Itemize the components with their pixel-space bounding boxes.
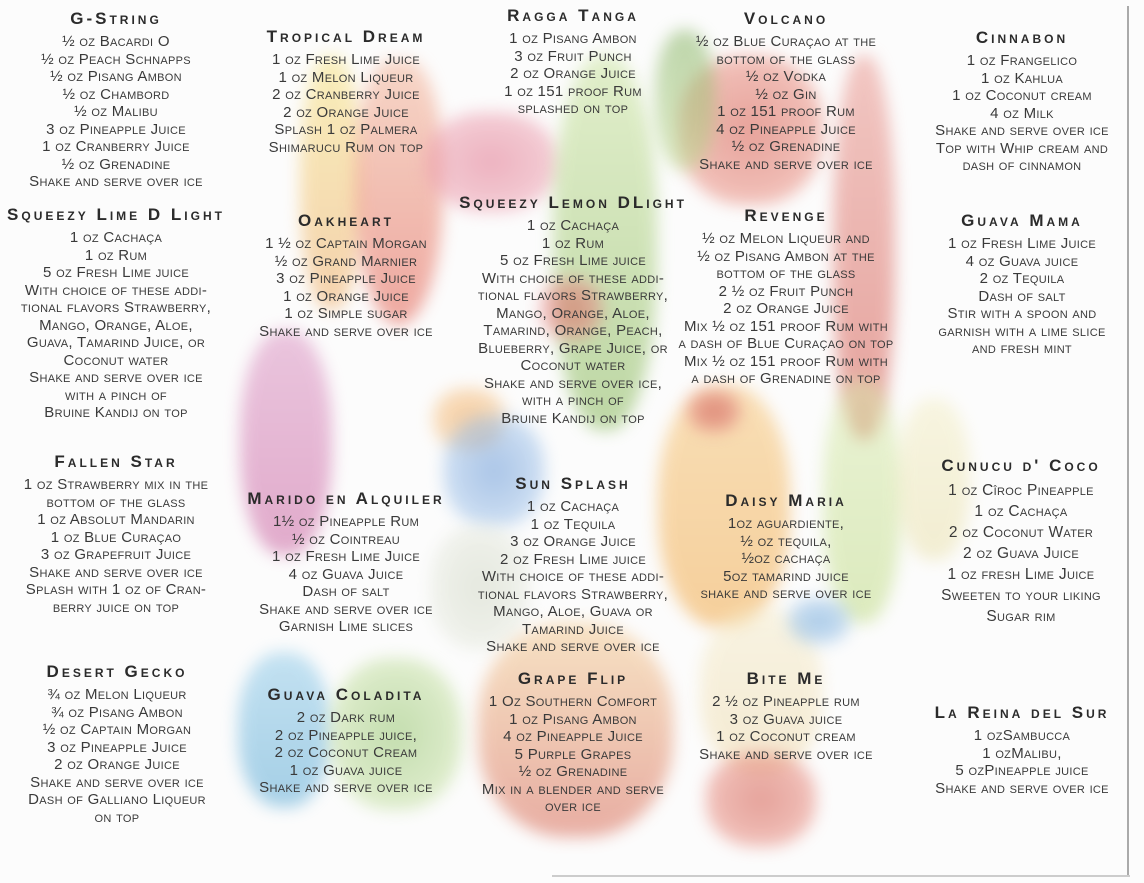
recipe-line: 1 ½ oz Captain Morgan bbox=[265, 235, 427, 252]
recipe-title: Grape Flip bbox=[517, 669, 629, 688]
recipe-line: ¾ oz Pisang Ambon bbox=[51, 703, 183, 721]
recipe-line: 1oz aguardiente, bbox=[727, 515, 845, 532]
recipe-line: ½ oz Vodka bbox=[745, 68, 827, 85]
recipe-line: 2 oz Dark rum bbox=[296, 709, 396, 726]
recipe-line: 3 oz Guava juice bbox=[729, 710, 843, 728]
recipe-line: 1 oz Cîroc Pineapple bbox=[948, 482, 1094, 499]
recipe-ingredients bbox=[2, 686, 232, 826]
recipe-line: ½oz cachaça bbox=[741, 550, 831, 567]
recipe-line: Shake and serve over ice, bbox=[483, 374, 663, 392]
recipe-line: 5 oz Fresh Lime juice bbox=[43, 264, 189, 281]
recipe-title: Daisy Maria bbox=[725, 491, 847, 510]
recipe-title: Desert Gecko bbox=[46, 662, 188, 681]
recipe-line: 1 ozSambucca bbox=[973, 727, 1071, 744]
recipe-ingredients bbox=[458, 30, 688, 118]
recipe-title: Cunucu d' Coco bbox=[941, 456, 1101, 475]
recipe-line: 4 oz Guava juice bbox=[965, 252, 1079, 270]
recipe-line: 2 ½ oz Pineapple rum bbox=[712, 693, 860, 710]
recipe-line: Mix in a blender and serve bbox=[481, 780, 665, 798]
recipe-line: Shake and serve over ice bbox=[29, 369, 203, 386]
recipe-cinnabon bbox=[902, 27, 1142, 175]
recipe-line: 1 oz Cachaça bbox=[69, 229, 163, 246]
recipe-line: With choice of these addi- bbox=[24, 281, 208, 299]
recipe-line: ½ oz Grenadine bbox=[61, 155, 171, 173]
recipe-line: 1 Oz Southern Comfort bbox=[488, 693, 658, 710]
recipe-line: Splash 1 oz Palmera bbox=[274, 121, 418, 138]
recipe-line: ½ oz Peach Schnapps bbox=[41, 50, 191, 68]
recipe-line: 1 oz Cranberry Juice bbox=[42, 138, 190, 155]
recipe-ingredients bbox=[456, 217, 690, 427]
recipe-line: 1 oz Pisang Ambon bbox=[509, 710, 637, 728]
recipe-ingredients bbox=[232, 235, 460, 340]
recipe-ragga-tanga bbox=[458, 5, 688, 118]
recipe-line: 1 oz Kahlua bbox=[981, 69, 1063, 87]
recipe-line: 3 oz Orange Juice bbox=[510, 533, 636, 550]
recipe-line: 1 oz Rum bbox=[84, 246, 148, 264]
recipe-line: Coconut water bbox=[520, 357, 626, 374]
recipe-line: 1 oz 151 proof Rum bbox=[717, 103, 855, 120]
recipe-ingredients bbox=[456, 498, 690, 656]
recipe-guava-mama bbox=[902, 210, 1142, 358]
recipe-ingredients bbox=[232, 709, 460, 797]
recipe-cunucu-d-coco bbox=[900, 455, 1142, 627]
recipe-title: Ragga Tanga bbox=[507, 6, 639, 25]
recipe-ingredients bbox=[0, 229, 232, 422]
recipe-title: Tropical Dream bbox=[266, 27, 426, 46]
recipe-line: a dash of Grenadine on top bbox=[691, 370, 881, 387]
recipe-line: shake and serve over ice bbox=[700, 585, 872, 602]
recipe-line: 1 oz Melon Liqueur bbox=[278, 68, 414, 86]
recipe-line: 2 oz Coconut Water bbox=[948, 524, 1094, 541]
recipe-line: tional flavors Strawberry, bbox=[477, 287, 669, 304]
pina-colada-red-base-illustration bbox=[706, 752, 816, 847]
recipe-ingredients bbox=[232, 51, 460, 156]
recipe-line: Shake and serve over ice bbox=[486, 638, 660, 655]
recipe-line: 2 ½ oz Fruit Punch bbox=[718, 282, 854, 300]
recipe-line: Dash of salt bbox=[978, 287, 1066, 305]
recipe-line: Guava, Tamarind Juice, or bbox=[26, 334, 206, 351]
recipe-line: Shake and serve over ice bbox=[935, 122, 1109, 139]
recipe-line: Tamarind, Orange, Peach, bbox=[483, 322, 663, 339]
recipe-grape-flip bbox=[456, 668, 690, 816]
recipe-volcano bbox=[672, 8, 900, 173]
recipe-la-reina-del-sur bbox=[902, 702, 1142, 797]
recipe-line: 3 oz Pineapple Juice bbox=[276, 270, 416, 287]
recipe-bite-me bbox=[672, 668, 900, 763]
recipe-line: bottom of the glass bbox=[716, 50, 856, 68]
recipe-line: ½ oz Grenadine bbox=[518, 763, 628, 780]
recipe-title: La Reina del Sur bbox=[934, 703, 1110, 722]
recipe-line: 5oz tamarind juice bbox=[723, 567, 849, 585]
recipe-line: 1 oz Blue Curaçao bbox=[50, 528, 182, 546]
recipe-line: ½ oz tequila, bbox=[740, 532, 832, 550]
recipe-line: 1 oz fresh Lime Juice bbox=[947, 566, 1095, 583]
recipe-line: ½ oz Grenadine bbox=[731, 138, 841, 155]
recipe-line: 1 oz Pisang Ambon bbox=[509, 30, 637, 47]
recipe-ingredients bbox=[670, 230, 902, 388]
recipe-line: 2 oz Fresh Lime juice bbox=[500, 550, 646, 568]
recipe-line: Shake and serve over ice bbox=[935, 779, 1109, 797]
recipe-ingredients bbox=[902, 235, 1142, 358]
recipe-line: Shake and serve over ice bbox=[699, 745, 873, 763]
recipe-marido-en-alquiler bbox=[230, 488, 462, 636]
recipe-line: 4 oz Milk bbox=[990, 104, 1054, 122]
recipe-revenge bbox=[670, 205, 902, 388]
recipe-line: Splash with 1 oz of Cran- bbox=[25, 581, 207, 598]
recipe-line: 2 oz Guava Juice bbox=[962, 545, 1080, 562]
recipe-title: Guava Coladita bbox=[267, 685, 425, 704]
recipe-line: 1½ oz Pineapple Rum bbox=[272, 513, 420, 530]
recipe-line: Stir with a spoon and bbox=[947, 305, 1097, 322]
recipe-line: Shake and serve over ice bbox=[699, 155, 873, 173]
recipe-line: Blueberry, Grape Juice, or bbox=[478, 339, 668, 357]
recipe-line: 2 oz Orange Juice bbox=[723, 300, 849, 317]
recipe-title: Revenge bbox=[744, 206, 828, 225]
recipe-line: 1 oz Frangelico bbox=[966, 52, 1078, 69]
recipe-line: 1 oz Tequila bbox=[530, 515, 616, 533]
recipe-title: Marido en Alquiler bbox=[247, 489, 445, 508]
recipe-line: 2 oz Coconut Cream bbox=[274, 744, 418, 761]
recipe-line: Shake and serve over ice bbox=[259, 600, 433, 618]
recipe-line: garnish with a lime slice bbox=[938, 322, 1106, 340]
recipe-line: 2 oz Cranberry Juice bbox=[272, 86, 420, 103]
recipe-line: 1 oz Cachaça bbox=[526, 217, 620, 234]
recipe-ingredients bbox=[902, 727, 1142, 797]
recipe-line: ½ oz Malibu bbox=[74, 103, 158, 120]
recipe-line: ½ oz Captain Morgan bbox=[42, 721, 192, 738]
recipe-line: 1 oz Rum bbox=[541, 234, 605, 252]
recipe-line: 3 oz Fruit Punch bbox=[514, 47, 632, 65]
recipe-line: Sugar rim bbox=[986, 608, 1056, 625]
recipe-line: 1 oz Absolut Mandarin bbox=[37, 511, 195, 528]
recipe-line: Top with Whip cream and bbox=[935, 139, 1109, 157]
recipe-g-string bbox=[0, 8, 232, 191]
recipe-line: 2 oz Orange Juice bbox=[510, 65, 636, 82]
recipe-line: dash of cinnamon bbox=[962, 157, 1082, 174]
recipe-line: ¾ oz Melon Liqueur bbox=[47, 686, 187, 703]
recipe-line: a dash of Blue Curaçao on top bbox=[678, 335, 894, 352]
recipe-line: 2 oz Pineapple juice, bbox=[274, 726, 418, 744]
recipe-ingredients bbox=[672, 515, 900, 603]
recipe-line: bottom of the glass bbox=[46, 493, 186, 511]
recipe-guava-coladita bbox=[232, 684, 460, 797]
recipe-line: Mix ½ oz 151 proof Rum with bbox=[684, 352, 888, 370]
recipe-line: 4 oz Pineapple Juice bbox=[716, 120, 856, 138]
recipe-line: ½ oz Gin bbox=[755, 85, 817, 103]
recipe-title: Guava Mama bbox=[961, 211, 1083, 230]
recipe-line: 1 oz Coconut cream bbox=[716, 728, 856, 745]
recipe-ingredients bbox=[902, 52, 1142, 175]
recipe-ingredients bbox=[0, 33, 232, 191]
recipe-ingredients bbox=[456, 693, 690, 816]
recipe-line: 1 oz Coconut cream bbox=[952, 87, 1092, 104]
recipe-line: Shake and serve over ice bbox=[259, 322, 433, 340]
recipe-line: Tamarind Juice bbox=[521, 620, 625, 638]
recipe-line: tional flavors Strawberry, bbox=[20, 299, 212, 316]
recipe-line: 3 oz Grapefruit Juice bbox=[40, 546, 192, 563]
recipe-line: over ice bbox=[544, 798, 602, 815]
recipe-line: Garnish Lime slices bbox=[278, 618, 414, 635]
recipe-line: 1 oz 151 proof Rum bbox=[504, 82, 642, 100]
recipe-line: Mango, Orange, Aloe, bbox=[496, 304, 650, 322]
recipe-title: Cinnabon bbox=[975, 28, 1069, 47]
recipe-line: 2 oz Tequila bbox=[979, 270, 1065, 287]
recipe-ingredients bbox=[672, 33, 900, 173]
recipe-ingredients bbox=[230, 513, 462, 636]
recipe-line: berry juice on top bbox=[52, 598, 180, 616]
recipe-line: Shimarucu Rum on top bbox=[268, 138, 424, 156]
recipe-title: G-String bbox=[70, 9, 162, 28]
recipe-line: and fresh mint bbox=[972, 340, 1072, 357]
recipe-sun-splash bbox=[456, 473, 690, 656]
recipe-title: Fallen Star bbox=[54, 452, 178, 471]
recipe-line: 3 oz Pineapple Juice bbox=[46, 120, 186, 138]
page-bottom-edge-line bbox=[552, 875, 1130, 877]
recipe-line: with a pinch of bbox=[65, 386, 167, 404]
recipe-line: With choice of these addi- bbox=[481, 269, 665, 287]
recipe-title: Sun Splash bbox=[515, 474, 631, 493]
recipe-title: Bite Me bbox=[746, 669, 826, 688]
recipe-line: Dash of Galliano Liqueur bbox=[28, 791, 206, 808]
recipe-line: 1 oz Cachaça bbox=[974, 503, 1068, 520]
recipe-line: 4 oz Pineapple Juice bbox=[503, 728, 643, 745]
recipe-line: tional flavors Strawberry, bbox=[477, 585, 669, 603]
recipe-line: ½ oz Cointreau bbox=[292, 530, 400, 548]
recipe-line: Mango, Aloe, Guava or bbox=[493, 603, 653, 620]
recipe-line: ½ oz Pisang Ambon at the bbox=[697, 247, 875, 265]
recipe-line: 1 oz Orange Juice bbox=[283, 287, 409, 305]
recipe-line: With choice of these addi- bbox=[481, 568, 665, 585]
recipe-line: ½ oz Melon Liqueur and bbox=[702, 230, 870, 247]
recipe-line: splashed on top bbox=[517, 100, 629, 117]
recipe-line: Mix ½ oz 151 proof Rum with bbox=[684, 317, 888, 335]
recipe-line: Shake and serve over ice bbox=[30, 773, 204, 791]
recipe-line: 5 Purple Grapes bbox=[514, 745, 632, 763]
recipe-line: Mango, Orange, Aloe, bbox=[39, 316, 193, 334]
recipe-fallen-star bbox=[0, 451, 232, 616]
recipe-ingredients bbox=[900, 480, 1142, 627]
recipe-line: 1 oz Fresh Lime Juice bbox=[272, 548, 420, 565]
recipe-line: with a pinch of bbox=[522, 392, 624, 409]
cherries-illustration bbox=[688, 390, 740, 432]
recipe-line: 1 ozMalibu, bbox=[982, 744, 1062, 762]
recipe-line: Sweeten to your liking bbox=[941, 587, 1101, 604]
recipe-title: Squeezy Lemon DLight bbox=[459, 193, 687, 212]
recipe-line: 1 oz Simple sugar bbox=[284, 305, 408, 322]
recipe-line: 1 oz Fresh Lime Juice bbox=[272, 51, 420, 68]
recipe-line: 1 oz Guava juice bbox=[289, 761, 403, 779]
recipe-line: Shake and serve over ice bbox=[29, 563, 203, 581]
recipe-line: Shake and serve over ice bbox=[259, 779, 433, 796]
recipe-line: 4 oz Guava Juice bbox=[288, 565, 404, 583]
recipe-desert-gecko bbox=[2, 661, 232, 826]
recipe-line: bottom of the glass bbox=[716, 265, 856, 282]
recipe-title: Oakheart bbox=[298, 211, 394, 230]
recipe-squeezy-lime-d-light bbox=[0, 204, 232, 422]
recipe-line: 5 ozPineapple juice bbox=[955, 762, 1089, 779]
recipe-line: 1 oz Strawberry mix in the bbox=[23, 476, 209, 493]
recipe-title: Volcano bbox=[743, 9, 829, 28]
recipe-line: 1 oz Fresh Lime Juice bbox=[948, 235, 1096, 252]
recipe-line: ½ oz Bacardi O bbox=[62, 33, 170, 50]
recipe-line: on top bbox=[94, 808, 140, 826]
recipe-line: Bruine Kandij on top bbox=[501, 409, 645, 427]
cocktail-umbrella-illustration bbox=[788, 598, 850, 644]
recipe-oakheart bbox=[232, 210, 460, 340]
recipe-ingredients bbox=[0, 476, 232, 616]
recipe-line: Dash of salt bbox=[302, 583, 390, 600]
recipe-line: 2 oz Orange Juice bbox=[283, 103, 409, 121]
recipe-line: ½ oz Blue Curaçao at the bbox=[695, 33, 877, 50]
recipe-line: 1 oz Cachaça bbox=[526, 498, 620, 515]
recipe-tropical-dream bbox=[232, 26, 460, 156]
recipe-daisy-maria bbox=[672, 490, 900, 603]
recipe-line: Coconut water bbox=[63, 351, 169, 369]
recipe-line: ½ oz Grand Marnier bbox=[274, 252, 418, 270]
recipe-line: Shake and serve over ice bbox=[29, 173, 203, 190]
recipe-line: Bruine Kandij on top bbox=[44, 404, 188, 421]
recipe-line: ½ oz Chambord bbox=[62, 85, 170, 103]
recipe-line: ½ oz Pisang Ambon bbox=[50, 68, 182, 85]
recipe-ingredients bbox=[672, 693, 900, 763]
recipe-title: Squeezy Lime D Light bbox=[7, 205, 225, 224]
recipe-line: 3 oz Pineapple Juice bbox=[47, 738, 187, 756]
recipe-squeezy-lemon-dlight bbox=[456, 192, 690, 427]
recipe-line: 5 oz Fresh Lime juice bbox=[500, 252, 646, 269]
recipe-line: 2 oz Orange Juice bbox=[54, 756, 180, 773]
